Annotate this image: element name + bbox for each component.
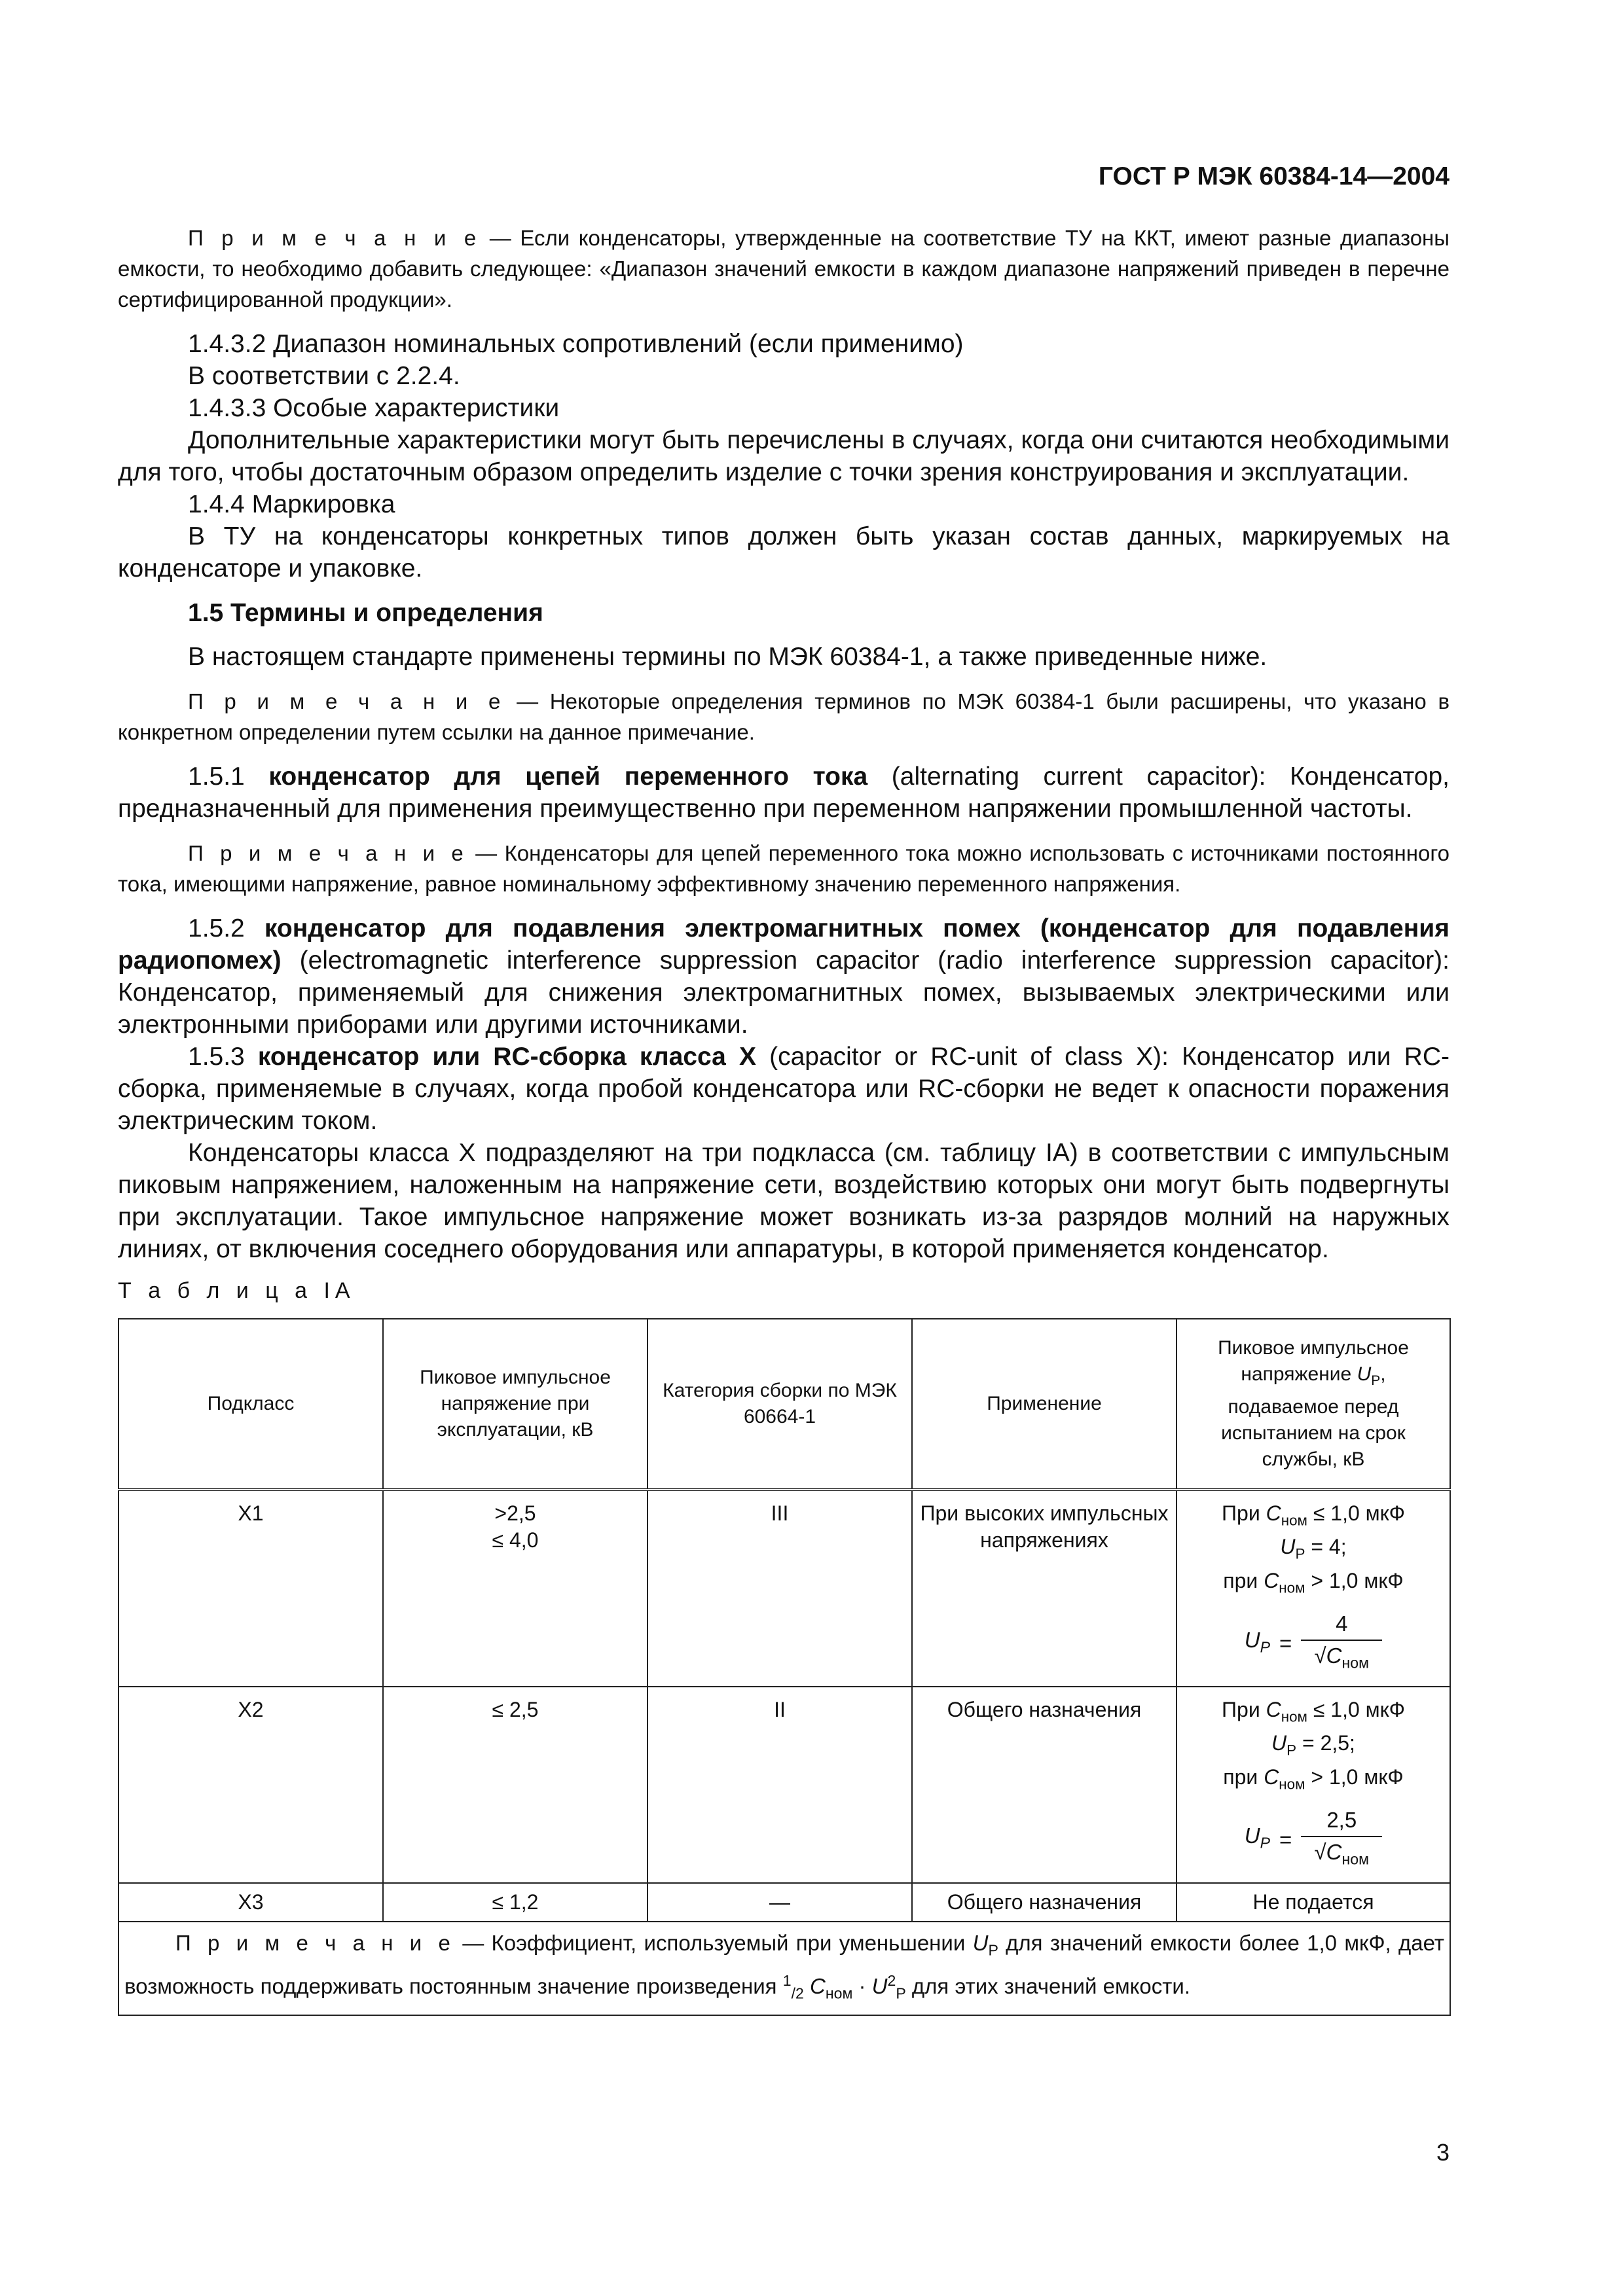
note-text: — Если конденсаторы, утвержденные на соответствие ТУ на ККТ, имеют разные диапазоны емкости, то необходимо добавить следующее: «Диапазон значений емкости в каждом диапазоне напряжений приведен в перечне сертифицированной продукции». [118, 226, 1450, 312]
table-row [119, 1883, 1450, 1922]
fraction-denominator: /2 [791, 1984, 804, 2002]
numerator: 2,5 [1301, 1806, 1382, 1837]
cell-peak-voltage [383, 1490, 647, 1687]
table-header-row [119, 1319, 1450, 1490]
term-name: конденсатор для подавления электромагнитных помех (конденсатор для подавления радиопомех) [118, 914, 1450, 975]
symbol-u: U [1244, 1627, 1260, 1652]
note-text: — Конденсаторы для цепей переменного тока можно использовать с источниками постоянного тока, имеющими напряжение, равное номинальному эффективному значению переменного напряжения. [118, 841, 1450, 896]
symbol-c: C [1264, 1765, 1279, 1789]
subscript-nom: ном [1281, 1512, 1307, 1529]
header-text: Пиковое импульсное напряжение [1218, 1337, 1409, 1385]
text: = 2,5; [1296, 1731, 1355, 1755]
symbol-c: C [810, 1974, 826, 1999]
table-row [119, 1490, 1450, 1687]
document-header: ГОСТ Р МЭК 60384-14—2004 [1098, 162, 1450, 190]
voltage-max: ≤ 4,0 [492, 1528, 539, 1552]
text: при [1223, 1568, 1264, 1592]
condition-line [1184, 1764, 1443, 1797]
cell-subclass: X2 [119, 1687, 383, 1883]
paragraph: В соответствии с 2.2.4. [188, 362, 460, 390]
cell-category: — [647, 1883, 912, 1922]
paragraph: 1.4.3.3 Особые характеристики [188, 394, 560, 422]
classes-paragraph: Конденсаторы класса X подразделяют на три подкласса (см. таблицу IA) в соответствии с импульсным пиковым напряжением, наложенным на напряжение сети, воздействию которых они могут быть подвергнуты при эксплуатации. Такое импульсное напряжение может возникать из-за разрядов молний на наружных линиях, от включения соседнего оборудования или аппаратуры, в которой применяется конденсатор. [118, 1139, 1450, 1263]
term-number: 1.5.2 [188, 914, 264, 942]
symbol-c: C [1266, 1501, 1281, 1525]
cell-peak-voltage: ≤ 1,2 [383, 1883, 647, 1922]
fraction [1301, 1806, 1382, 1873]
note-label: П р и м е ч а н и е [188, 689, 505, 713]
term-1-5-3 [118, 1041, 1450, 1137]
header-peak-voltage: Пиковое импульсное напряжение при эксплуатации, кВ [383, 1319, 647, 1490]
subscript-nom: ном [1279, 1579, 1305, 1596]
term-definition: (electromagnetic interference suppression capacitor (radio interference suppression capacitor): Конденсатор, применяемый для снижения электромагнитных помех, вызываемых электрическими или электронными приборами или другими источниками. [118, 946, 1450, 1039]
cell-application: Общего назначения [912, 1883, 1176, 1922]
voltage-min: >2,5 [494, 1501, 536, 1525]
intro-paragraph: В настоящем стандарте применены термины по МЭК 60384-1, а также приведенные ниже. [188, 643, 1267, 671]
subscript-p: P [988, 1941, 998, 1959]
subscript-p: P [1295, 1545, 1305, 1562]
subscript-p: P [1371, 1373, 1381, 1388]
condition-line [1184, 1696, 1443, 1730]
cell-test-voltage [1176, 1687, 1450, 1883]
text: при [1223, 1765, 1264, 1789]
formula [1245, 1806, 1383, 1873]
text: = 4; [1305, 1535, 1347, 1559]
formula-lhs [1245, 1822, 1270, 1857]
symbol-c: C [1326, 1839, 1342, 1864]
table-caption: Т а б л и ц а IA [118, 1278, 356, 1303]
term-number: 1.5.1 [188, 762, 269, 791]
fraction-numerator: 1 [782, 1972, 792, 1990]
subclass-table [118, 1318, 1451, 2016]
subscript-p: P [896, 1984, 906, 2002]
fraction [1301, 1610, 1382, 1677]
space [804, 1974, 810, 1998]
note-3 [118, 838, 1450, 899]
symbol-c: C [1326, 1643, 1342, 1668]
cell-subclass: X1 [119, 1490, 383, 1687]
note-text: для этих значений емкости. [905, 1974, 1191, 1999]
numerator: 4 [1301, 1610, 1382, 1641]
text: При [1222, 1501, 1266, 1525]
denominator [1315, 1837, 1369, 1873]
denominator [1315, 1641, 1369, 1677]
paragraph: 1.4.3.2 Диапазон номинальных сопротивлений (если применимо) [188, 330, 964, 358]
symbol-u: U [1280, 1535, 1296, 1559]
cell-test-voltage: Не подается [1176, 1883, 1450, 1922]
term-definition: (capacitor or RC-unit of class X): Конденсатор или RC-сборка, применяемые в случаях, когда пробой конденсатора или RC-сборки не ведет к опасности поражения электрическим током. [118, 1043, 1450, 1135]
table-note [119, 1922, 1450, 2015]
header-subclass: Подкласс [119, 1319, 383, 1490]
text: ≤ 1,0 мкФ [1307, 1697, 1405, 1721]
cell-application: При высоких импульсных напряжениях [912, 1490, 1176, 1687]
subscript-nom: ном [1341, 1850, 1369, 1868]
cell-test-voltage [1176, 1490, 1450, 1687]
cell-peak-voltage: ≤ 2,5 [383, 1687, 647, 1883]
paragraph: 1.4.4 Маркировка [188, 490, 395, 518]
symbol-u: U [871, 1974, 888, 1999]
note-text: — Коэффициент, используемый при уменьшении [454, 1930, 973, 1955]
section-heading: 1.5 Термины и определения [188, 599, 543, 627]
symbol-u: U [1271, 1731, 1287, 1755]
page-number: 3 [1436, 2139, 1450, 2166]
text: > 1,0 мкФ [1305, 1765, 1404, 1789]
header-category: Категория сборки по МЭК 60664-1 [647, 1319, 912, 1490]
note-text: — Некоторые определения терминов по МЭК 60384-1 были расширены, что указано в конкретном определении путем ссылки на данное примечание. [118, 689, 1450, 744]
value-line [1184, 1534, 1443, 1567]
term-name: конденсатор или RC-сборка класса X [257, 1043, 756, 1071]
term-number: 1.5.3 [188, 1043, 258, 1071]
note-label: П р и м е ч а н и е [175, 1930, 455, 1955]
text: При [1222, 1697, 1266, 1721]
term-name: конденсатор для цепей переменного тока [268, 762, 868, 791]
subscript-p: P [1260, 1638, 1270, 1656]
subscript-nom: ном [825, 1984, 853, 2002]
cell-subclass: X3 [119, 1883, 383, 1922]
term-definition: (alternating current capacitor): Конденсатор, предназначенный для применения преимущественно при переменном напряжении промышленной частоты. [118, 762, 1450, 823]
header-application: Применение [912, 1319, 1176, 1490]
formula-lhs [1245, 1626, 1270, 1661]
subscript-p: P [1260, 1835, 1270, 1852]
superscript-2: 2 [887, 1972, 896, 1990]
header-text: , подаваемое перед испытанием на срок службы, кВ [1221, 1363, 1406, 1470]
cell-category: II [647, 1687, 912, 1883]
condition-line [1184, 1568, 1443, 1601]
sqrt-icon: √ [1314, 1839, 1326, 1864]
subscript-nom: ном [1281, 1708, 1307, 1725]
sqrt-icon: √ [1314, 1643, 1326, 1668]
symbol-u: U [1244, 1823, 1260, 1848]
formula [1245, 1610, 1383, 1677]
text: ≤ 1,0 мкФ [1307, 1501, 1405, 1525]
note-text: для значений емкости более 1,0 мкФ, дает возможность поддерживать постоянным значение произведения [124, 1930, 1444, 1999]
subscript-p: P [1286, 1742, 1297, 1759]
subscript-nom: ном [1279, 1775, 1305, 1792]
multiply-dot: · [852, 1974, 872, 1999]
note-label: П р и м е ч а н и е [188, 226, 481, 250]
table-row [119, 1687, 1450, 1883]
value-line [1184, 1730, 1443, 1763]
note-1 [118, 223, 1450, 315]
symbol-c: C [1266, 1697, 1281, 1721]
symbol-u: U [972, 1930, 989, 1955]
note-2 [118, 686, 1450, 747]
cell-application: Общего назначения [912, 1687, 1176, 1883]
equals-sign: = [1279, 1827, 1292, 1852]
symbol-u: U [1357, 1363, 1372, 1385]
paragraph: Дополнительные характеристики могут быть перечислены в случаях, когда они считаются необходимыми для того, чтобы достаточным образом определить изделие с точки зрения конструирования и эксплуатации. [118, 426, 1450, 486]
table-note-row [119, 1922, 1450, 2015]
header-test-voltage [1176, 1319, 1450, 1490]
text: > 1,0 мкФ [1305, 1568, 1404, 1592]
subscript-nom: ном [1341, 1654, 1369, 1672]
equals-sign: = [1279, 1631, 1292, 1656]
paragraph: В ТУ на конденсаторы конкретных типов должен быть указан состав данных, маркируемых на конденсаторе и упаковке. [118, 522, 1450, 583]
term-1-5-2 [118, 912, 1450, 1041]
symbol-c: C [1264, 1568, 1279, 1592]
page-content [118, 223, 1450, 2016]
cell-category: III [647, 1490, 912, 1687]
condition-line [1184, 1500, 1443, 1534]
term-1-5-1 [118, 761, 1450, 825]
note-label: П р и м е ч а н и е [188, 841, 468, 865]
